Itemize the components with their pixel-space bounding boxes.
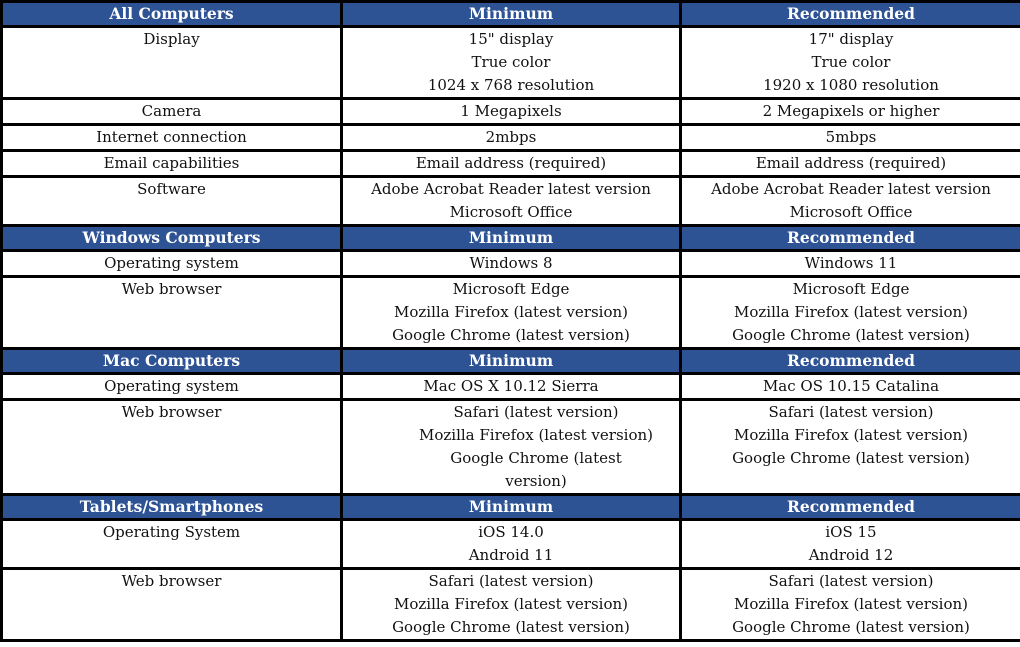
cell-line: 1 Megapixels xyxy=(460,102,562,120)
table-row-internet-connection xyxy=(2,125,1020,151)
cell-line: Adobe Acrobat Reader latest version xyxy=(371,180,651,198)
minimum-cell xyxy=(342,125,681,151)
recommended-cell xyxy=(681,277,1020,349)
recommended-cell xyxy=(681,27,1020,99)
cell-line: 2mbps xyxy=(485,128,537,146)
section-header-tablets-smartphones xyxy=(2,495,1020,520)
table-row-operating-system xyxy=(2,374,1020,400)
cell-line: iOS 14.0 xyxy=(478,523,544,541)
row-label: Operating system xyxy=(2,374,342,400)
cell-line: Safari (latest version) xyxy=(428,572,594,590)
cell-line: Mozilla Firefox (latest version) xyxy=(393,303,628,321)
table-row-web-browser xyxy=(2,400,1020,495)
cell-line: Adobe Acrobat Reader latest version xyxy=(711,180,991,198)
recommended-cell xyxy=(681,125,1020,151)
minimum-cell xyxy=(342,400,681,495)
recommended-cell xyxy=(681,99,1020,125)
section-title: Tablets/Smartphones xyxy=(2,495,342,520)
table-row-email-capabilities xyxy=(2,151,1020,177)
cell-line: iOS 15 xyxy=(825,523,877,541)
recommended-cell xyxy=(681,520,1020,569)
recommended-column-header: Recommended xyxy=(681,2,1020,27)
cell-line: Microsoft Office xyxy=(449,203,573,221)
cell-line: Mozilla Firefox (latest version) xyxy=(733,303,968,321)
cell-line: Mozilla Firefox (latest version) xyxy=(418,426,653,444)
cell-line: Mac OS 10.15 Catalina xyxy=(762,377,940,395)
recommended-cell xyxy=(681,374,1020,400)
cell-line: Google Chrome (latest version) xyxy=(732,618,970,636)
row-label: Web browser xyxy=(2,277,342,349)
table-row-software xyxy=(2,177,1020,226)
cell-line: Google Chrome (latest version) xyxy=(392,618,630,636)
cell-line: Microsoft Edge xyxy=(792,280,910,298)
cell-line: Email address (required) xyxy=(415,154,607,172)
recommended-cell xyxy=(681,151,1020,177)
cell-line: 1024 x 768 resolution xyxy=(427,76,595,94)
section-title: Mac Computers xyxy=(2,349,342,374)
row-label: Web browser xyxy=(2,400,342,495)
minimum-cell xyxy=(342,251,681,277)
recommended-column-header: Recommended xyxy=(681,226,1020,251)
cell-line: Mozilla Firefox (latest version) xyxy=(393,595,628,613)
cell-line: Google Chrome (latest version) xyxy=(392,326,630,344)
cell-line: Android 11 xyxy=(468,546,554,564)
table-row-operating-system xyxy=(2,520,1020,569)
row-label: Operating system xyxy=(2,251,342,277)
table-row-camera xyxy=(2,99,1020,125)
cell-line: Google Chrome (latest version) xyxy=(450,449,622,490)
cell-line: Mozilla Firefox (latest version) xyxy=(733,595,968,613)
recommended-column-header: Recommended xyxy=(681,495,1020,520)
section-header-mac-computers xyxy=(2,349,1020,374)
table-row-web-browser xyxy=(2,277,1020,349)
minimum-column-header: Minimum xyxy=(342,495,681,520)
cell-line: Safari (latest version) xyxy=(768,403,934,421)
section-header-windows-computers xyxy=(2,226,1020,251)
table-row-operating-system xyxy=(2,251,1020,277)
row-label: Display xyxy=(2,27,342,99)
row-label: Operating System xyxy=(2,520,342,569)
recommended-column-header: Recommended xyxy=(681,349,1020,374)
minimum-column-header: Minimum xyxy=(342,226,681,251)
section-title: All Computers xyxy=(2,2,342,27)
cell-line: 1920 x 1080 resolution xyxy=(763,76,939,94)
minimum-cell xyxy=(342,520,681,569)
table-row-web-browser xyxy=(2,569,1020,641)
cell-line: Email address (required) xyxy=(755,154,947,172)
minimum-cell xyxy=(342,277,681,349)
minimum-column-header: Minimum xyxy=(342,2,681,27)
minimum-cell xyxy=(342,374,681,400)
cell-line: Mac OS X 10.12 Sierra xyxy=(423,377,599,395)
minimum-column-header: Minimum xyxy=(342,349,681,374)
minimum-cell xyxy=(342,569,681,641)
cell-line: 2 Megapixels or higher xyxy=(762,102,940,120)
cell-line: Android 12 xyxy=(808,546,894,564)
cell-line: 17" display xyxy=(808,30,894,48)
row-label: Internet connection xyxy=(2,125,342,151)
cell-line: 5mbps xyxy=(825,128,877,146)
recommended-cell xyxy=(681,400,1020,495)
cell-line: Safari (latest version) xyxy=(768,572,934,590)
cell-line: Google Chrome (latest version) xyxy=(732,449,970,467)
recommended-cell xyxy=(681,251,1020,277)
minimum-cell xyxy=(342,177,681,226)
recommended-cell xyxy=(681,569,1020,641)
recommended-cell xyxy=(681,177,1020,226)
minimum-cell xyxy=(342,27,681,99)
cell-line: Google Chrome (latest version) xyxy=(732,326,970,344)
cell-line: True color xyxy=(811,53,891,71)
minimum-cell xyxy=(342,99,681,125)
row-label: Web browser xyxy=(2,569,342,641)
row-label: Camera xyxy=(2,99,342,125)
cell-line: Windows 8 xyxy=(469,254,553,272)
minimum-cell xyxy=(342,151,681,177)
cell-line: Microsoft Edge xyxy=(452,280,570,298)
section-title: Windows Computers xyxy=(2,226,342,251)
section-header-all-computers xyxy=(2,2,1020,27)
cell-line: Microsoft Office xyxy=(789,203,913,221)
row-label: Email capabilities xyxy=(2,151,342,177)
row-label: Software xyxy=(2,177,342,226)
cell-line: 15" display xyxy=(468,30,554,48)
cell-line: Windows 11 xyxy=(804,254,898,272)
cell-line: True color xyxy=(471,53,551,71)
table-row-display xyxy=(2,27,1020,99)
cell-line: Safari (latest version) xyxy=(453,403,619,421)
cell-line: Mozilla Firefox (latest version) xyxy=(733,426,968,444)
